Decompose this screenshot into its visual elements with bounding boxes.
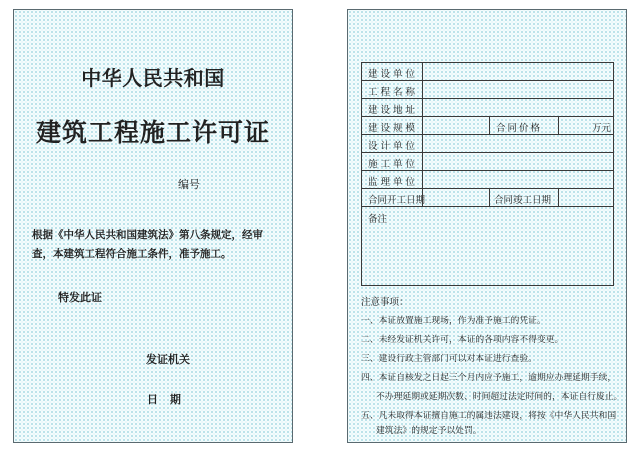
row-label: 合同开工日期 xyxy=(368,195,426,206)
row-construction-unit xyxy=(362,63,613,81)
right-page xyxy=(347,9,627,443)
info-table xyxy=(361,62,614,286)
contract-price-label: 合同价格 xyxy=(496,123,543,134)
issuer-label: 发证机关 xyxy=(146,353,190,366)
row-label: 工程名称 xyxy=(368,87,419,98)
row-contractor-unit xyxy=(362,153,613,171)
row-supervision-unit xyxy=(362,171,613,189)
row-design-unit xyxy=(362,135,613,153)
row-label: 建设规模 xyxy=(368,123,419,134)
note-item: 不办理延期或延期次数、时间超过法定时间的，本证自行废止。 xyxy=(376,392,623,402)
country-title: 中华人民共和国 xyxy=(81,66,225,90)
row-remarks xyxy=(362,207,613,285)
row-label: 建设单位 xyxy=(368,69,419,80)
row-label: 施工单位 xyxy=(368,159,419,170)
row-label: 监理单位 xyxy=(368,177,419,188)
row-construction-scale xyxy=(362,117,613,135)
date-label: 日 期 xyxy=(147,393,185,406)
note-item: 二、未经发证机关许可，本证的各项内容不得变更。 xyxy=(361,335,564,345)
left-page xyxy=(13,9,293,443)
completion-date-label: 合同竣工日期 xyxy=(494,195,552,206)
notes-title: 注意事项： xyxy=(361,297,409,308)
remarks-label: 备注 xyxy=(368,214,388,225)
note-item: 四、本证自核发之日起三个月内应予施工，逾期应办理延期手续， xyxy=(361,373,617,383)
special-issue-text: 特发此证 xyxy=(58,291,102,304)
row-construction-address xyxy=(362,99,613,117)
row-label: 建设地址 xyxy=(368,105,419,116)
row-project-name xyxy=(362,81,613,99)
unit-label: 万元 xyxy=(592,123,612,134)
number-label: 编号 xyxy=(178,178,200,191)
permit-title: 建筑工程施工许可证 xyxy=(35,118,270,147)
note-item: 三、建设行政主管部门可以对本证进行查验。 xyxy=(361,354,537,364)
note-item: 五、凡未取得本证擅自施工的属违法建设，将按《中华人民共和国 xyxy=(361,411,617,421)
row-label: 设计单位 xyxy=(368,141,419,152)
note-item: 一、本证放置施工现场，作为准予施工的凭证。 xyxy=(361,316,546,326)
body-text: 根据《中华人民共和国建筑法》第八条规定，经审查，本建筑工程符合施工条件，准予施工。 xyxy=(32,229,263,260)
row-contract-dates xyxy=(362,189,613,207)
note-item: 建筑法》的规定予以处罚。 xyxy=(376,426,482,436)
